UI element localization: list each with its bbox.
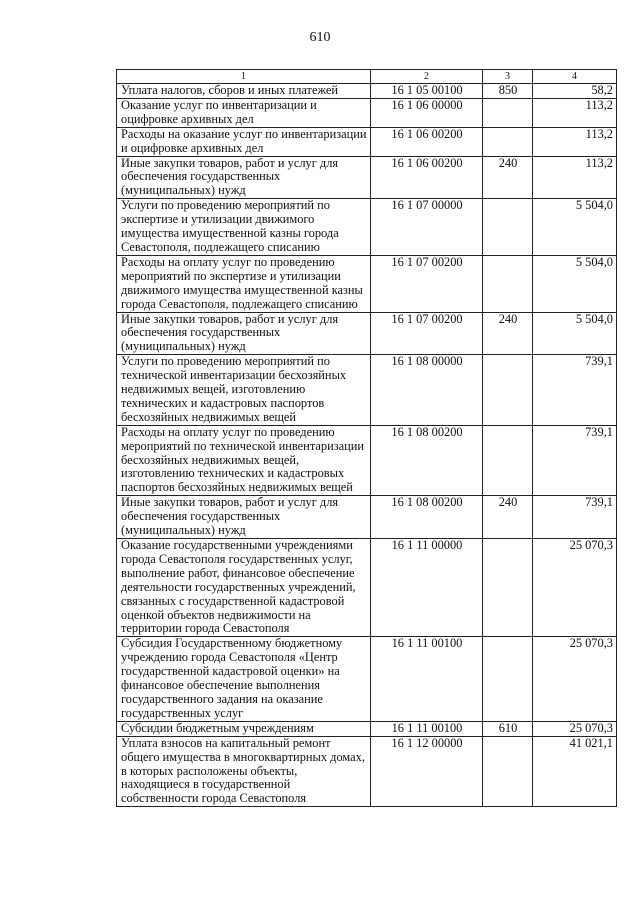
row-amount: 25 070,3 xyxy=(533,539,617,637)
table-row xyxy=(117,355,617,426)
row-description: Субсидия Государственному бюджетному учреждению города Севастополя «Центр государственной кадастровой оценки» на финансовое обеспечение выполнения государственного задания на оказание государственных услуг xyxy=(117,637,371,721)
row-expense-type xyxy=(483,355,533,426)
row-code: 16 1 08 00200 xyxy=(371,425,483,496)
row-code: 16 1 07 00000 xyxy=(371,199,483,256)
table-row xyxy=(117,98,617,127)
row-description: Иные закупки товаров, работ и услуг для обеспечения государственных (муниципальных) нужд xyxy=(117,496,371,539)
row-code: 16 1 11 00100 xyxy=(371,637,483,721)
table-row xyxy=(117,156,617,199)
row-code: 16 1 08 00000 xyxy=(371,355,483,426)
row-expense-type xyxy=(483,425,533,496)
table-row xyxy=(117,637,617,721)
row-description: Иные закупки товаров, работ и услуг для обеспечения государственных (муниципальных) нужд xyxy=(117,312,371,355)
row-description: Оказание государственными учреждениями города Севастополя государственных услуг, выполнение работ, финансовое обеспечение деятельности государственных учреждений, связанных с государственной кадастровой оценкой объектов недвижимости на территории города Севастополя xyxy=(117,539,371,637)
table-row xyxy=(117,496,617,539)
row-amount: 25 070,3 xyxy=(533,637,617,721)
row-code: 16 1 06 00000 xyxy=(371,98,483,127)
row-description: Уплата налогов, сборов и иных платежей xyxy=(117,84,371,99)
row-amount: 5 504,0 xyxy=(533,199,617,256)
row-description: Расходы на оплату услуг по проведению мероприятий по технической инвентаризации бесхозяйных недвижимых вещей, изготовлению технических и кадастровых паспортов бесхозяйных недвижимых вещей xyxy=(117,425,371,496)
row-code: 16 1 07 00200 xyxy=(371,312,483,355)
row-code: 16 1 11 00100 xyxy=(371,721,483,736)
row-amount: 5 504,0 xyxy=(533,312,617,355)
row-expense-type xyxy=(483,539,533,637)
row-description: Услуги по проведению мероприятий по технической инвентаризации бесхозяйных недвижимых вещей, изготовлению технических и кадастровых паспортов бесхозяйных недвижимых вещей xyxy=(117,355,371,426)
row-amount: 5 504,0 xyxy=(533,255,617,312)
header-col-2: 2 xyxy=(371,70,483,84)
row-amount: 25 070,3 xyxy=(533,721,617,736)
row-amount: 113,2 xyxy=(533,156,617,199)
row-expense-type xyxy=(483,127,533,156)
row-expense-type: 240 xyxy=(483,496,533,539)
row-description: Уплата взносов на капитальный ремонт общего имущества в многоквартирных домах, в которых расположены объекты, находящиеся в государственной собственности города Севастополя xyxy=(117,736,371,807)
row-amount: 113,2 xyxy=(533,98,617,127)
row-description: Расходы на оплату услуг по проведению мероприятий по экспертизе и утилизации движимого имущества имущественной казны города Севастополя, подлежащего списанию xyxy=(117,255,371,312)
row-expense-type xyxy=(483,199,533,256)
row-description: Субсидии бюджетным учреждениям xyxy=(117,721,371,736)
table-row xyxy=(117,312,617,355)
row-expense-type xyxy=(483,255,533,312)
row-amount: 58,2 xyxy=(533,84,617,99)
header-col-3: 3 xyxy=(483,70,533,84)
table-body xyxy=(117,84,617,807)
row-amount: 739,1 xyxy=(533,496,617,539)
table-row xyxy=(117,84,617,99)
row-code: 16 1 07 00200 xyxy=(371,255,483,312)
row-expense-type xyxy=(483,98,533,127)
table-row xyxy=(117,736,617,807)
page-number: 610 xyxy=(309,30,331,45)
table-row xyxy=(117,425,617,496)
table-row xyxy=(117,199,617,256)
row-amount: 41 021,1 xyxy=(533,736,617,807)
row-expense-type: 240 xyxy=(483,312,533,355)
table-row xyxy=(117,539,617,637)
row-code: 16 1 08 00200 xyxy=(371,496,483,539)
row-expense-type: 240 xyxy=(483,156,533,199)
budget-table xyxy=(116,69,617,807)
row-expense-type xyxy=(483,736,533,807)
table-row xyxy=(117,127,617,156)
row-code: 16 1 11 00000 xyxy=(371,539,483,637)
row-description: Расходы на оказание услуг по инвентаризации и оцифровке архивных дел xyxy=(117,127,371,156)
row-code: 16 1 12 00000 xyxy=(371,736,483,807)
row-expense-type: 850 xyxy=(483,84,533,99)
header-col-4: 4 xyxy=(533,70,617,84)
row-amount: 739,1 xyxy=(533,425,617,496)
row-description: Оказание услуг по инвентаризации и оцифровке архивных дел xyxy=(117,98,371,127)
row-description: Иные закупки товаров, работ и услуг для обеспечения государственных (муниципальных) нужд xyxy=(117,156,371,199)
row-amount: 739,1 xyxy=(533,355,617,426)
header-row xyxy=(117,70,617,84)
table-row xyxy=(117,721,617,736)
row-expense-type: 610 xyxy=(483,721,533,736)
row-code: 16 1 06 00200 xyxy=(371,156,483,199)
table-header xyxy=(117,70,617,84)
row-expense-type xyxy=(483,637,533,721)
row-code: 16 1 05 00100 xyxy=(371,84,483,99)
table-row xyxy=(117,255,617,312)
row-amount: 113,2 xyxy=(533,127,617,156)
row-description: Услуги по проведению мероприятий по экспертизе и утилизации движимого имущества имущественной казны города Севастополя, подлежащего списанию xyxy=(117,199,371,256)
row-code: 16 1 06 00200 xyxy=(371,127,483,156)
header-col-1: 1 xyxy=(117,70,371,84)
